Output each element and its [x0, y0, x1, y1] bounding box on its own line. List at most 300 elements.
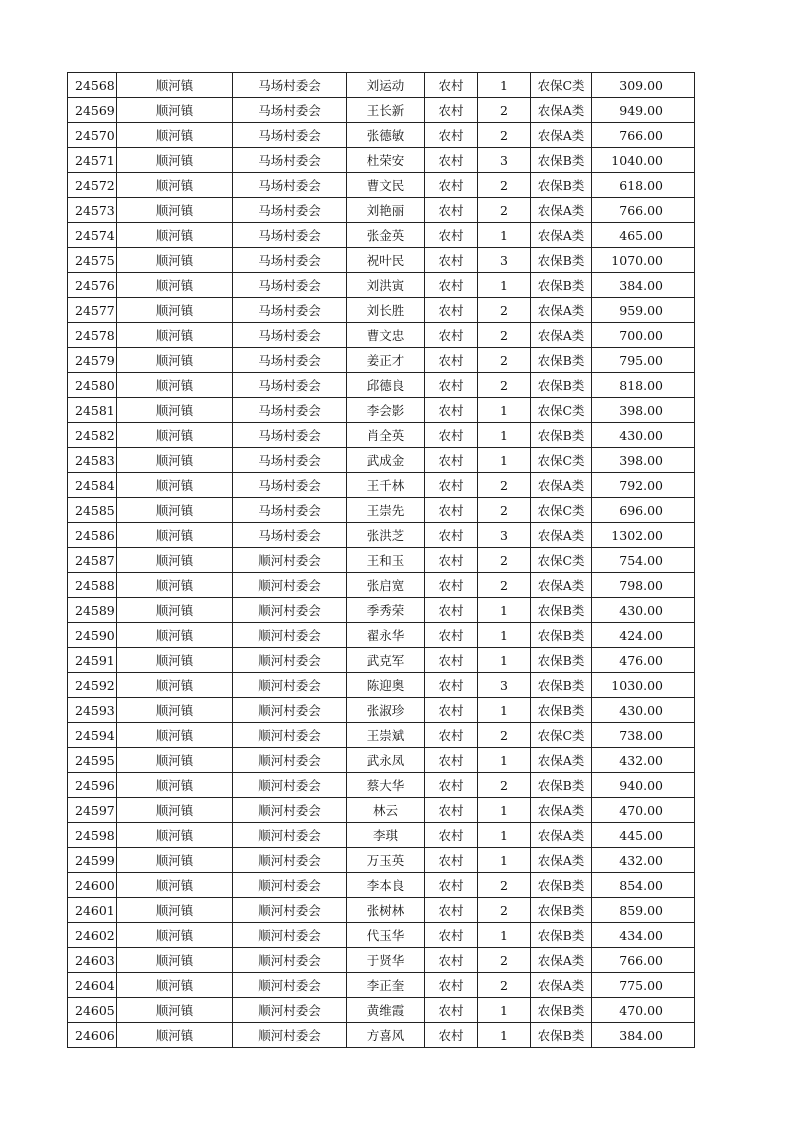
record-id-cell: 24601 [68, 898, 117, 923]
household-size-cell: 1 [478, 423, 531, 448]
household-size-cell: 2 [478, 548, 531, 573]
area-type-cell: 农村 [425, 448, 478, 473]
amount-cell: 430.00 [592, 698, 695, 723]
area-type-cell: 农村 [425, 223, 478, 248]
person-name-cell: 姜正才 [347, 348, 425, 373]
household-size-cell: 3 [478, 523, 531, 548]
amount-cell: 1070.00 [592, 248, 695, 273]
person-name-cell: 刘洪寅 [347, 273, 425, 298]
village-committee-cell: 顺河村委会 [233, 973, 347, 998]
table-row [68, 823, 695, 848]
table-row [68, 73, 695, 98]
village-committee-cell: 马场村委会 [233, 473, 347, 498]
table-row [68, 998, 695, 1023]
amount-cell: 618.00 [592, 173, 695, 198]
person-name-cell: 李会影 [347, 398, 425, 423]
town-cell: 顺河镇 [117, 148, 233, 173]
amount-cell: 432.00 [592, 748, 695, 773]
table-row [68, 473, 695, 498]
town-cell: 顺河镇 [117, 73, 233, 98]
amount-cell: 696.00 [592, 498, 695, 523]
household-size-cell: 1 [478, 398, 531, 423]
record-id-cell: 24587 [68, 548, 117, 573]
amount-cell: 424.00 [592, 623, 695, 648]
household-size-cell: 2 [478, 298, 531, 323]
person-name-cell: 张树林 [347, 898, 425, 923]
area-type-cell: 农村 [425, 523, 478, 548]
category-cell: 农保B类 [531, 423, 592, 448]
town-cell: 顺河镇 [117, 823, 233, 848]
town-cell: 顺河镇 [117, 573, 233, 598]
table-row [68, 148, 695, 173]
area-type-cell: 农村 [425, 473, 478, 498]
category-cell: 农保C类 [531, 398, 592, 423]
village-committee-cell: 顺河村委会 [233, 573, 347, 598]
table-row [68, 648, 695, 673]
person-name-cell: 张德敏 [347, 123, 425, 148]
table-row [68, 1023, 695, 1048]
town-cell: 顺河镇 [117, 198, 233, 223]
amount-cell: 766.00 [592, 123, 695, 148]
household-size-cell: 2 [478, 898, 531, 923]
village-committee-cell: 马场村委会 [233, 198, 347, 223]
town-cell: 顺河镇 [117, 173, 233, 198]
amount-cell: 859.00 [592, 898, 695, 923]
category-cell: 农保B类 [531, 673, 592, 698]
category-cell: 农保A类 [531, 298, 592, 323]
table-row [68, 498, 695, 523]
village-committee-cell: 顺河村委会 [233, 698, 347, 723]
amount-cell: 775.00 [592, 973, 695, 998]
category-cell: 农保C类 [531, 448, 592, 473]
area-type-cell: 农村 [425, 998, 478, 1023]
area-type-cell: 农村 [425, 298, 478, 323]
table-row [68, 198, 695, 223]
person-name-cell: 曹文民 [347, 173, 425, 198]
village-committee-cell: 马场村委会 [233, 248, 347, 273]
area-type-cell: 农村 [425, 198, 478, 223]
person-name-cell: 刘长胜 [347, 298, 425, 323]
village-committee-cell: 马场村委会 [233, 298, 347, 323]
amount-cell: 384.00 [592, 1023, 695, 1048]
town-cell: 顺河镇 [117, 773, 233, 798]
town-cell: 顺河镇 [117, 373, 233, 398]
household-size-cell: 1 [478, 698, 531, 723]
category-cell: 农保A类 [531, 848, 592, 873]
amount-cell: 432.00 [592, 848, 695, 873]
village-committee-cell: 顺河村委会 [233, 748, 347, 773]
area-type-cell: 农村 [425, 123, 478, 148]
area-type-cell: 农村 [425, 648, 478, 673]
amount-cell: 949.00 [592, 98, 695, 123]
table-body [68, 73, 695, 1048]
table-row [68, 248, 695, 273]
amount-cell: 470.00 [592, 998, 695, 1023]
household-size-cell: 2 [478, 173, 531, 198]
category-cell: 农保A类 [531, 798, 592, 823]
table-row [68, 873, 695, 898]
category-cell: 农保A类 [531, 948, 592, 973]
person-name-cell: 武克军 [347, 648, 425, 673]
household-size-cell: 1 [478, 223, 531, 248]
table-row [68, 623, 695, 648]
area-type-cell: 农村 [425, 773, 478, 798]
category-cell: 农保A类 [531, 523, 592, 548]
area-type-cell: 农村 [425, 873, 478, 898]
record-id-cell: 24581 [68, 398, 117, 423]
town-cell: 顺河镇 [117, 323, 233, 348]
person-name-cell: 季秀荣 [347, 598, 425, 623]
area-type-cell: 农村 [425, 1023, 478, 1048]
table-row [68, 948, 695, 973]
amount-cell: 766.00 [592, 198, 695, 223]
village-committee-cell: 马场村委会 [233, 223, 347, 248]
category-cell: 农保B类 [531, 148, 592, 173]
household-size-cell: 1 [478, 648, 531, 673]
amount-cell: 430.00 [592, 423, 695, 448]
table-row [68, 723, 695, 748]
amount-cell: 940.00 [592, 773, 695, 798]
household-size-cell: 1 [478, 1023, 531, 1048]
town-cell: 顺河镇 [117, 398, 233, 423]
category-cell: 农保A类 [531, 123, 592, 148]
record-id-cell: 24597 [68, 798, 117, 823]
town-cell: 顺河镇 [117, 598, 233, 623]
area-type-cell: 农村 [425, 248, 478, 273]
area-type-cell: 农村 [425, 748, 478, 773]
person-name-cell: 王崇先 [347, 498, 425, 523]
household-size-cell: 2 [478, 973, 531, 998]
household-size-cell: 1 [478, 273, 531, 298]
category-cell: 农保A类 [531, 223, 592, 248]
amount-cell: 1040.00 [592, 148, 695, 173]
town-cell: 顺河镇 [117, 873, 233, 898]
amount-cell: 818.00 [592, 373, 695, 398]
amount-cell: 754.00 [592, 548, 695, 573]
category-cell: 农保C类 [531, 723, 592, 748]
record-id-cell: 24582 [68, 423, 117, 448]
category-cell: 农保B类 [531, 623, 592, 648]
household-size-cell: 1 [478, 598, 531, 623]
town-cell: 顺河镇 [117, 648, 233, 673]
household-size-cell: 2 [478, 373, 531, 398]
village-committee-cell: 顺河村委会 [233, 598, 347, 623]
area-type-cell: 农村 [425, 173, 478, 198]
amount-cell: 766.00 [592, 948, 695, 973]
category-cell: 农保B类 [531, 1023, 592, 1048]
amount-cell: 398.00 [592, 398, 695, 423]
category-cell: 农保B类 [531, 998, 592, 1023]
record-id-cell: 24589 [68, 598, 117, 623]
table-row [68, 98, 695, 123]
record-id-cell: 24568 [68, 73, 117, 98]
town-cell: 顺河镇 [117, 523, 233, 548]
household-size-cell: 1 [478, 923, 531, 948]
category-cell: 农保A类 [531, 823, 592, 848]
person-name-cell: 张金英 [347, 223, 425, 248]
town-cell: 顺河镇 [117, 473, 233, 498]
table-row [68, 173, 695, 198]
table-row [68, 773, 695, 798]
record-id-cell: 24603 [68, 948, 117, 973]
household-size-cell: 1 [478, 623, 531, 648]
person-name-cell: 万玉英 [347, 848, 425, 873]
amount-cell: 1302.00 [592, 523, 695, 548]
record-id-cell: 24575 [68, 248, 117, 273]
village-committee-cell: 顺河村委会 [233, 723, 347, 748]
table-row [68, 348, 695, 373]
household-size-cell: 2 [478, 723, 531, 748]
category-cell: 农保B类 [531, 873, 592, 898]
town-cell: 顺河镇 [117, 748, 233, 773]
table-row [68, 673, 695, 698]
category-cell: 农保A类 [531, 98, 592, 123]
record-id-cell: 24585 [68, 498, 117, 523]
person-name-cell: 杜荣安 [347, 148, 425, 173]
household-size-cell: 1 [478, 798, 531, 823]
household-size-cell: 1 [478, 73, 531, 98]
town-cell: 顺河镇 [117, 98, 233, 123]
record-id-cell: 24574 [68, 223, 117, 248]
area-type-cell: 农村 [425, 673, 478, 698]
town-cell: 顺河镇 [117, 848, 233, 873]
village-committee-cell: 马场村委会 [233, 173, 347, 198]
table-row [68, 923, 695, 948]
record-id-cell: 24600 [68, 873, 117, 898]
amount-cell: 959.00 [592, 298, 695, 323]
category-cell: 农保C类 [531, 548, 592, 573]
area-type-cell: 农村 [425, 598, 478, 623]
person-name-cell: 方喜风 [347, 1023, 425, 1048]
amount-cell: 470.00 [592, 798, 695, 823]
village-committee-cell: 马场村委会 [233, 348, 347, 373]
record-id-cell: 24584 [68, 473, 117, 498]
person-name-cell: 张洪芝 [347, 523, 425, 548]
area-type-cell: 农村 [425, 798, 478, 823]
record-id-cell: 24583 [68, 448, 117, 473]
amount-cell: 738.00 [592, 723, 695, 748]
category-cell: 农保B类 [531, 648, 592, 673]
table-row [68, 123, 695, 148]
table-row [68, 423, 695, 448]
household-size-cell: 1 [478, 823, 531, 848]
record-id-cell: 24569 [68, 98, 117, 123]
village-committee-cell: 顺河村委会 [233, 548, 347, 573]
category-cell: 农保B类 [531, 598, 592, 623]
town-cell: 顺河镇 [117, 248, 233, 273]
area-type-cell: 农村 [425, 548, 478, 573]
amount-cell: 384.00 [592, 273, 695, 298]
household-size-cell: 1 [478, 848, 531, 873]
person-name-cell: 翟永华 [347, 623, 425, 648]
amount-cell: 430.00 [592, 598, 695, 623]
amount-cell: 854.00 [592, 873, 695, 898]
area-type-cell: 农村 [425, 148, 478, 173]
village-committee-cell: 马场村委会 [233, 423, 347, 448]
village-committee-cell: 顺河村委会 [233, 848, 347, 873]
village-committee-cell: 马场村委会 [233, 98, 347, 123]
household-size-cell: 2 [478, 323, 531, 348]
town-cell: 顺河镇 [117, 1023, 233, 1048]
household-size-cell: 3 [478, 673, 531, 698]
record-id-cell: 24580 [68, 373, 117, 398]
town-cell: 顺河镇 [117, 548, 233, 573]
table-row [68, 273, 695, 298]
village-committee-cell: 顺河村委会 [233, 1023, 347, 1048]
record-id-cell: 24606 [68, 1023, 117, 1048]
village-committee-cell: 马场村委会 [233, 523, 347, 548]
town-cell: 顺河镇 [117, 973, 233, 998]
record-id-cell: 24586 [68, 523, 117, 548]
category-cell: 农保A类 [531, 473, 592, 498]
record-id-cell: 24590 [68, 623, 117, 648]
household-size-cell: 1 [478, 998, 531, 1023]
category-cell: 农保C类 [531, 73, 592, 98]
area-type-cell: 农村 [425, 98, 478, 123]
record-id-cell: 24591 [68, 648, 117, 673]
area-type-cell: 农村 [425, 848, 478, 873]
record-id-cell: 24594 [68, 723, 117, 748]
household-size-cell: 2 [478, 498, 531, 523]
town-cell: 顺河镇 [117, 273, 233, 298]
table-row [68, 548, 695, 573]
village-committee-cell: 顺河村委会 [233, 648, 347, 673]
table-row [68, 698, 695, 723]
record-id-cell: 24602 [68, 923, 117, 948]
village-committee-cell: 马场村委会 [233, 323, 347, 348]
village-committee-cell: 顺河村委会 [233, 923, 347, 948]
village-committee-cell: 顺河村委会 [233, 673, 347, 698]
person-name-cell: 武成金 [347, 448, 425, 473]
person-name-cell: 李本良 [347, 873, 425, 898]
village-committee-cell: 马场村委会 [233, 273, 347, 298]
person-name-cell: 刘运动 [347, 73, 425, 98]
town-cell: 顺河镇 [117, 798, 233, 823]
village-committee-cell: 顺河村委会 [233, 773, 347, 798]
area-type-cell: 农村 [425, 498, 478, 523]
person-name-cell: 林云 [347, 798, 425, 823]
village-committee-cell: 顺河村委会 [233, 998, 347, 1023]
table-row [68, 398, 695, 423]
town-cell: 顺河镇 [117, 998, 233, 1023]
table-row [68, 973, 695, 998]
village-committee-cell: 马场村委会 [233, 448, 347, 473]
record-id-cell: 24572 [68, 173, 117, 198]
table-row [68, 848, 695, 873]
amount-cell: 309.00 [592, 73, 695, 98]
village-committee-cell: 马场村委会 [233, 498, 347, 523]
amount-cell: 700.00 [592, 323, 695, 348]
household-size-cell: 2 [478, 873, 531, 898]
person-name-cell: 邱德良 [347, 373, 425, 398]
person-name-cell: 张启宽 [347, 573, 425, 598]
category-cell: 农保C类 [531, 498, 592, 523]
person-name-cell: 肖全英 [347, 423, 425, 448]
village-committee-cell: 马场村委会 [233, 148, 347, 173]
relief-roster-table [67, 72, 695, 1048]
village-committee-cell: 马场村委会 [233, 398, 347, 423]
table-row [68, 223, 695, 248]
household-size-cell: 2 [478, 573, 531, 598]
household-size-cell: 2 [478, 948, 531, 973]
area-type-cell: 农村 [425, 323, 478, 348]
village-committee-cell: 顺河村委会 [233, 798, 347, 823]
town-cell: 顺河镇 [117, 298, 233, 323]
person-name-cell: 张淑珍 [347, 698, 425, 723]
record-id-cell: 24578 [68, 323, 117, 348]
person-name-cell: 王崇斌 [347, 723, 425, 748]
category-cell: 农保A类 [531, 198, 592, 223]
town-cell: 顺河镇 [117, 348, 233, 373]
category-cell: 农保B类 [531, 373, 592, 398]
village-committee-cell: 马场村委会 [233, 373, 347, 398]
person-name-cell: 李正奎 [347, 973, 425, 998]
person-name-cell: 祝叶民 [347, 248, 425, 273]
record-id-cell: 24596 [68, 773, 117, 798]
village-committee-cell: 顺河村委会 [233, 823, 347, 848]
record-id-cell: 24577 [68, 298, 117, 323]
person-name-cell: 武永凤 [347, 748, 425, 773]
village-committee-cell: 顺河村委会 [233, 948, 347, 973]
household-size-cell: 2 [478, 123, 531, 148]
category-cell: 农保A类 [531, 323, 592, 348]
category-cell: 农保A类 [531, 973, 592, 998]
table-row [68, 373, 695, 398]
village-committee-cell: 顺河村委会 [233, 898, 347, 923]
category-cell: 农保B类 [531, 923, 592, 948]
household-size-cell: 2 [478, 473, 531, 498]
town-cell: 顺河镇 [117, 123, 233, 148]
record-id-cell: 24599 [68, 848, 117, 873]
category-cell: 农保A类 [531, 573, 592, 598]
table-row [68, 448, 695, 473]
village-committee-cell: 马场村委会 [233, 73, 347, 98]
record-id-cell: 24579 [68, 348, 117, 373]
amount-cell: 476.00 [592, 648, 695, 673]
town-cell: 顺河镇 [117, 623, 233, 648]
category-cell: 农保B类 [531, 273, 592, 298]
household-size-cell: 3 [478, 248, 531, 273]
area-type-cell: 农村 [425, 573, 478, 598]
area-type-cell: 农村 [425, 923, 478, 948]
table-row [68, 323, 695, 348]
area-type-cell: 农村 [425, 698, 478, 723]
town-cell: 顺河镇 [117, 223, 233, 248]
area-type-cell: 农村 [425, 948, 478, 973]
area-type-cell: 农村 [425, 623, 478, 648]
table-row [68, 598, 695, 623]
table-row [68, 898, 695, 923]
area-type-cell: 农村 [425, 73, 478, 98]
person-name-cell: 陈迎奥 [347, 673, 425, 698]
village-committee-cell: 马场村委会 [233, 123, 347, 148]
area-type-cell: 农村 [425, 373, 478, 398]
area-type-cell: 农村 [425, 398, 478, 423]
record-id-cell: 24593 [68, 698, 117, 723]
amount-cell: 1030.00 [592, 673, 695, 698]
record-id-cell: 24573 [68, 198, 117, 223]
area-type-cell: 农村 [425, 423, 478, 448]
person-name-cell: 代玉华 [347, 923, 425, 948]
amount-cell: 398.00 [592, 448, 695, 473]
table-row [68, 573, 695, 598]
household-size-cell: 1 [478, 448, 531, 473]
table-row [68, 298, 695, 323]
household-size-cell: 2 [478, 773, 531, 798]
person-name-cell: 曹文忠 [347, 323, 425, 348]
town-cell: 顺河镇 [117, 423, 233, 448]
household-size-cell: 2 [478, 98, 531, 123]
